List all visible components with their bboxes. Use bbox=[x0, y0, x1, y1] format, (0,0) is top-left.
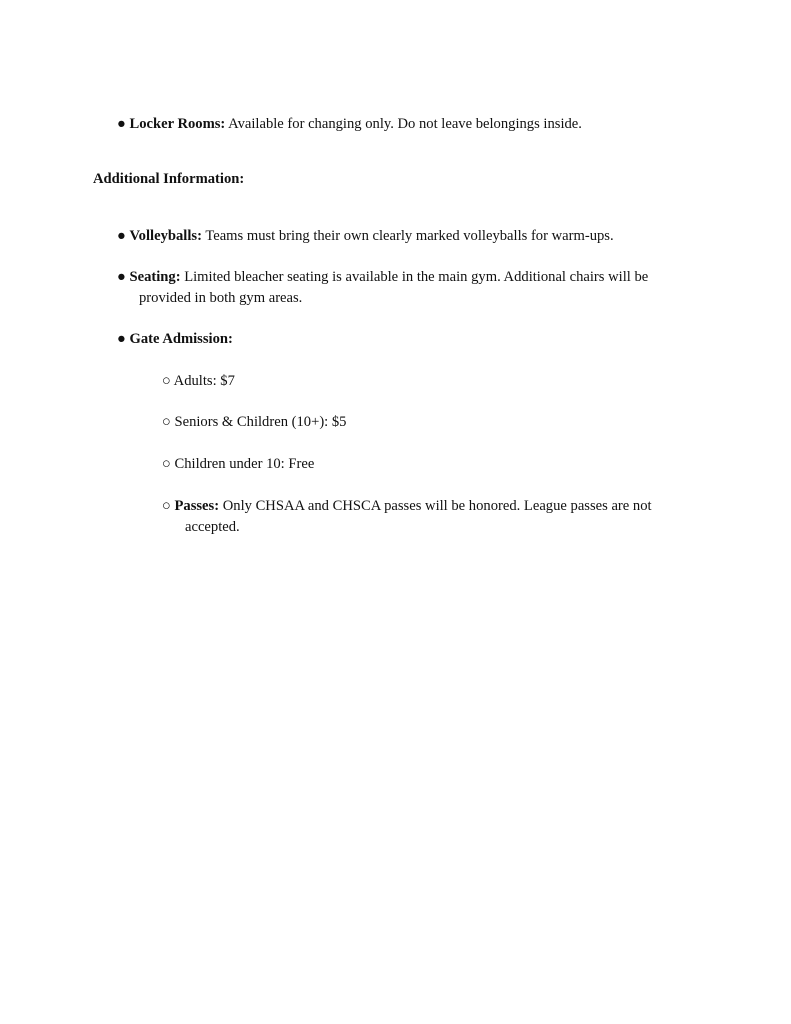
volleyballs-item bbox=[117, 226, 614, 247]
gate-subitem-children-under-10 bbox=[162, 454, 314, 475]
gate-subitem-seniors-children bbox=[162, 412, 346, 433]
passes-text-line2: accepted. bbox=[185, 519, 240, 535]
bullet-icon: ● bbox=[117, 116, 126, 132]
additional-information-heading-text: Additional Information: bbox=[93, 171, 245, 187]
volleyballs-label: Volleyballs: bbox=[129, 228, 202, 244]
bullet-icon: ● bbox=[117, 228, 126, 244]
seating-text-line2: provided in both gym areas. bbox=[139, 290, 303, 306]
gate-admission-item bbox=[117, 329, 233, 350]
hollow-bullet-icon: ○ bbox=[162, 373, 171, 389]
seating-label: Seating: bbox=[129, 269, 181, 285]
locker-rooms-text: Available for changing only. Do not leave belongings inside. bbox=[225, 116, 582, 132]
seating-item bbox=[117, 267, 648, 288]
locker-rooms-label: Locker Rooms: bbox=[129, 116, 226, 132]
gate-subitem-text: Adults: $7 bbox=[173, 373, 235, 389]
gate-subitem-text: Seniors & Children (10+): $5 bbox=[174, 414, 347, 430]
seating-text-line1: Limited bleacher seating is available in the main gym. Additional chairs will be bbox=[180, 269, 649, 285]
hollow-bullet-icon: ○ bbox=[162, 456, 171, 472]
hollow-bullet-icon: ○ bbox=[162, 414, 171, 430]
gate-admission-label: Gate Admission: bbox=[129, 331, 233, 347]
gate-subitem-passes bbox=[162, 496, 652, 517]
gate-subitem-text: Children under 10: Free bbox=[174, 456, 315, 472]
locker-rooms-item bbox=[117, 114, 582, 135]
passes-text-line1: Only CHSAA and CHSCA passes will be honored. League passes are not bbox=[219, 498, 652, 514]
volleyballs-text: Teams must bring their own clearly marked volleyballs for warm-ups. bbox=[201, 228, 614, 244]
passes-label: Passes: bbox=[174, 498, 220, 514]
bullet-icon: ● bbox=[117, 269, 126, 285]
bullet-icon: ● bbox=[117, 331, 126, 347]
hollow-bullet-icon: ○ bbox=[162, 498, 171, 514]
gate-subitem-adults bbox=[162, 371, 235, 392]
additional-information-heading bbox=[93, 169, 244, 190]
